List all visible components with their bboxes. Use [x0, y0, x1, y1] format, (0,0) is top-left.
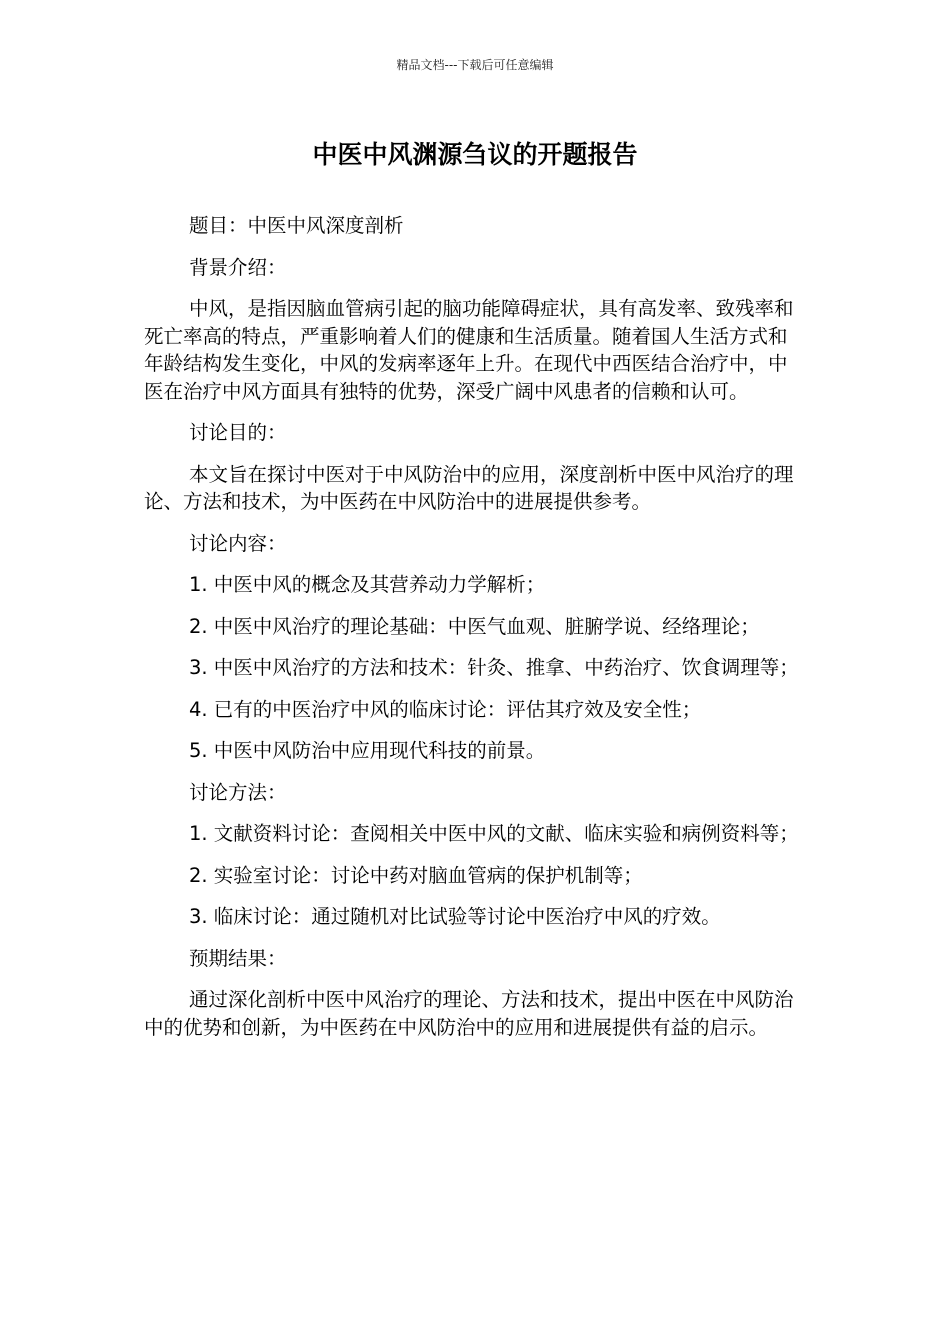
content-item: 5. 中医中风防治中应用现代科技的前景。: [189, 739, 546, 762]
purpose-paragraph: 本文旨在探讨中医对于中风防治中的应用，深度剖析中医中风治疗的理论、方法和技术，为中医药在中风防治中的进展提供参考。: [144, 462, 794, 513]
purpose-heading: 讨论目的：: [189, 421, 287, 444]
background-paragraph: 中风，是指因脑血管病引起的脑功能障碍症状，具有高发率、致残率和死亡率高的特点，严重影响着人们的健康和生活质量。随着国人生活方式和年龄结构发生变化，中风的发病率逐年上升。在现代中西医结合治疗中，中医在治疗中风方面具有独特的优势，深受广阔中风患者的信赖和认可。: [144, 297, 794, 403]
method-item: 2. 实验室讨论：讨论中药对脑血管病的保护机制等；: [189, 863, 643, 887]
content-heading: 讨论内容：: [189, 531, 287, 555]
method-item: 1. 文献资料讨论：查阅相关中医中风的文献、临床实验和病例资料等；: [189, 822, 799, 845]
document-title: 中医中风渊源刍议的开题报告: [312, 140, 638, 169]
topic-line: 题目：中医中风深度剖析: [189, 214, 404, 237]
content-item: 1. 中医中风的概念及其营养动力学解析；: [189, 573, 546, 596]
content-item: 3. 中医中风治疗的方法和技术：针灸、推拿、中药治疗、饮食调理等；: [189, 656, 799, 679]
content-item: 4. 已有的中医治疗中风的临床讨论：评估其疗效及安全性；: [189, 697, 702, 721]
content-item: 2. 中医中风治疗的理论基础：中医气血观、脏腑学说、经络理论；: [189, 614, 760, 638]
background-heading: 背景介绍：: [189, 255, 287, 279]
result-heading: 预期结果：: [189, 946, 287, 970]
header-note: 精品文档---下载后可任意编辑: [396, 58, 554, 72]
method-heading: 讨论方法：: [189, 780, 287, 804]
document-body: [144, 212, 800, 1055]
result-paragraph: 通过深化剖析中医中风治疗的理论、方法和技术，提出中医在中风防治中的优势和创新，为中医药在中风防治中的应用和进展提供有益的启示。: [144, 988, 794, 1039]
method-item: 3. 临床讨论：通过随机对比试验等讨论中医治疗中风的疗效。: [189, 905, 721, 928]
